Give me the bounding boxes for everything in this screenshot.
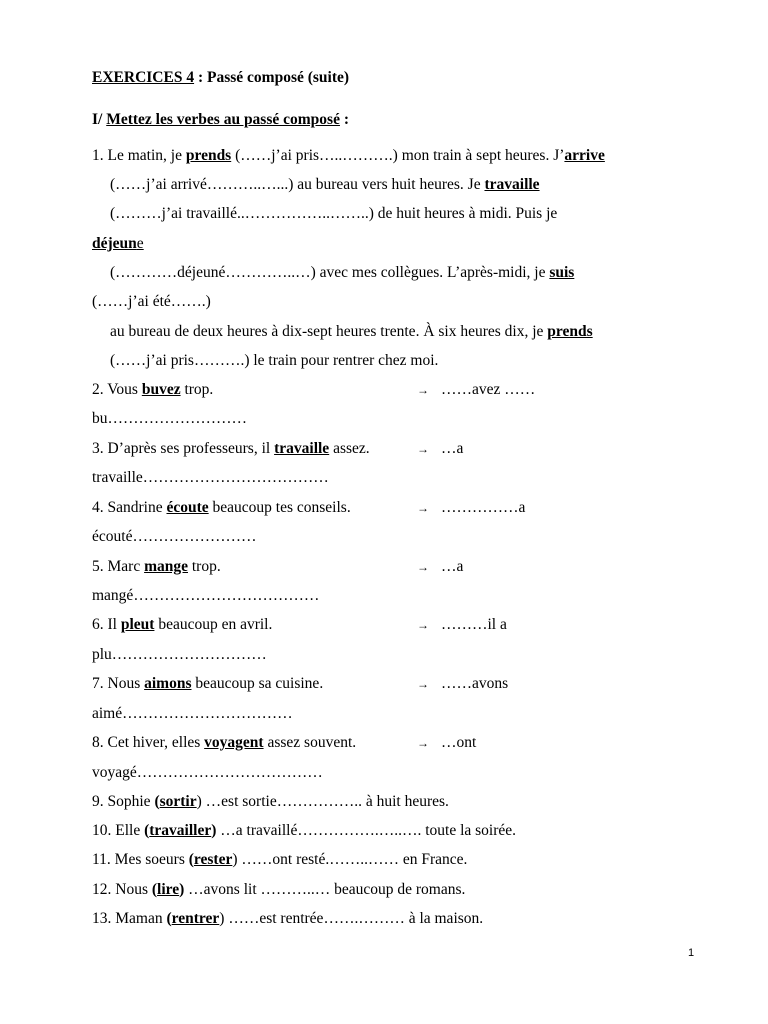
- exercise-item: [92, 439, 370, 459]
- ex1-verb: travaille: [484, 176, 540, 193]
- item-text: ): [219, 910, 225, 927]
- item-text: (: [151, 881, 158, 898]
- arrow-icon: →: [417, 501, 429, 515]
- item-text: 4. Sandrine: [92, 499, 167, 516]
- item-text: assez souvent.: [263, 734, 357, 751]
- item-text: 7. Nous: [92, 675, 145, 692]
- exercise-item: [92, 557, 221, 577]
- item-verb: rentrer: [171, 910, 220, 927]
- answer-text: …a: [441, 440, 464, 457]
- ex1-verb: suis: [549, 264, 575, 281]
- ex1-line-6: [92, 292, 211, 312]
- item-verb: travailler: [149, 822, 212, 839]
- answer-text: ……est rentrée…….……… à la maison.: [224, 910, 484, 927]
- item-verb: travaille: [274, 440, 330, 457]
- item-text: (: [188, 851, 194, 868]
- item-text: trop.: [188, 558, 221, 575]
- ex1-line-2: [110, 175, 540, 195]
- answer-slot: [417, 498, 525, 518]
- answer-text: …ont: [441, 734, 477, 751]
- item-text: (: [154, 793, 160, 810]
- exercise-item: [92, 498, 351, 518]
- answer-continuation: [92, 704, 293, 724]
- item-text: 8. Cet hiver, elles: [92, 734, 205, 751]
- answer-text: écouté……………………: [92, 528, 257, 545]
- answer-text: …avons lit ………..… beaucoup de romans.: [184, 881, 466, 898]
- answer-slot: [417, 674, 508, 694]
- exercise-item: [92, 821, 516, 841]
- title-topic: : Passé composé (suite): [194, 69, 350, 86]
- item-verb: lire: [157, 881, 180, 898]
- exercise-item: [92, 733, 356, 753]
- item-text: ): [179, 881, 185, 898]
- item-text: (: [166, 910, 172, 927]
- answer-text: aimé……………………………: [92, 705, 293, 722]
- section-heading: [92, 111, 349, 129]
- ex1-text: e: [136, 235, 144, 252]
- item-text: ): [232, 851, 238, 868]
- arrow-icon: →: [417, 442, 429, 456]
- item-text: 12. Nous: [92, 881, 152, 898]
- ex1-line-7: [110, 322, 593, 342]
- ex1-text: (…………déjeuné…………..…) avec mes collègues. L’après-midi, je: [110, 264, 550, 281]
- item-verb: mange: [144, 558, 188, 575]
- ex1-text: (……j’ai arrivé………..…...) au bureau vers huit heures. Je: [110, 176, 485, 193]
- answer-text: mangé………………………………: [92, 587, 320, 604]
- answer-text: ……ont resté.……..…… en France.: [237, 851, 468, 868]
- item-verb: buvez: [141, 381, 181, 398]
- exercise-item: [92, 850, 467, 870]
- item-text: 6. Il: [92, 616, 121, 633]
- arrow-icon: →: [417, 677, 429, 691]
- ex1-line-1: [92, 146, 605, 166]
- item-text: beaucoup sa cuisine.: [191, 675, 324, 692]
- exercise-item: [92, 615, 272, 635]
- item-verb: voyagent: [204, 734, 264, 751]
- arrow-icon: →: [417, 383, 429, 397]
- item-text: beaucoup en avril.: [154, 616, 273, 633]
- answer-continuation: [92, 527, 256, 547]
- exercise-item: [92, 880, 465, 900]
- arrow-icon: →: [417, 560, 429, 574]
- page-title: [92, 69, 349, 87]
- item-verb: aimons: [144, 675, 192, 692]
- answer-slot: [417, 615, 507, 635]
- answer-text: …est sortie…………….. à huit heures.: [201, 793, 449, 810]
- exercise-item: [92, 380, 213, 400]
- item-text: (: [144, 822, 150, 839]
- ex1-line-3: [110, 204, 557, 224]
- answer-text: ……avez ……: [441, 381, 536, 398]
- answer-text: voyagé………………………………: [92, 764, 323, 781]
- exercise-item: [92, 909, 483, 929]
- answer-continuation: [92, 468, 329, 488]
- item-verb: pleut: [120, 616, 155, 633]
- item-text: 11. Mes soeurs: [92, 851, 189, 868]
- item-text: ): [211, 822, 217, 839]
- item-text: 2. Vous: [92, 381, 142, 398]
- item-text: beaucoup tes conseils.: [208, 499, 351, 516]
- arrow-icon: →: [417, 736, 429, 750]
- exercise-item: [92, 674, 323, 694]
- answer-continuation: [92, 586, 319, 606]
- answer-continuation: [92, 645, 267, 665]
- answer-text: ……………a: [441, 499, 526, 516]
- ex1-verb: arrive: [564, 147, 605, 164]
- ex1-verb: prends: [547, 323, 593, 340]
- item-text: 10. Elle: [92, 822, 145, 839]
- answer-text: …a: [441, 558, 464, 575]
- ex1-text: (………j’ai travaillé..……………..……..) de huit heures à midi. Puis je: [110, 205, 558, 222]
- answer-slot: [417, 557, 463, 577]
- answer-slot: [417, 733, 476, 753]
- item-text: 3. D’après ses professeurs, il: [92, 440, 275, 457]
- section-prefix: I/: [92, 111, 107, 128]
- page-number: 1: [688, 947, 695, 959]
- ex1-line-4: [92, 234, 144, 254]
- ex1-verb: prends: [185, 147, 232, 164]
- item-verb: sortir: [159, 793, 197, 810]
- answer-text: bu………………………: [92, 410, 247, 427]
- ex1-text: (……j’ai pris……….) le train pour rentrer chez moi.: [110, 352, 439, 369]
- ex1-text: (……j’ai été…….): [92, 293, 211, 310]
- item-verb: écoute: [166, 499, 209, 516]
- section-suffix: :: [339, 111, 349, 128]
- answer-continuation: [92, 409, 247, 429]
- answer-text: travaille………………………………: [92, 469, 329, 486]
- item-text: trop.: [180, 381, 214, 398]
- answer-text: ………il a: [441, 616, 507, 633]
- ex1-text: (……j’ai pris…..……….) mon train à sept heures. J’: [231, 147, 565, 164]
- ex1-text: au bureau de deux heures à dix-sept heures trente. À six heures dix, je: [110, 323, 548, 340]
- ex1-line-8: [110, 351, 438, 371]
- exercise-item: [92, 792, 449, 812]
- item-text: 13. Maman: [92, 910, 167, 927]
- item-verb: rester: [193, 851, 233, 868]
- answer-text: ……avons: [441, 675, 509, 692]
- arrow-icon: →: [417, 618, 429, 632]
- answer-continuation: [92, 763, 323, 783]
- ex1-verb: déjeun: [92, 235, 137, 252]
- answer-slot: [417, 380, 535, 400]
- answer-text: plu…………………………: [92, 646, 267, 663]
- answer-slot: [417, 439, 463, 459]
- answer-text: …a travaillé…………….…..…. toute la soirée.: [216, 822, 517, 839]
- ex1-line-5: [110, 263, 574, 283]
- ex1-text: 1. Le matin, je: [92, 147, 186, 164]
- item-text: 9. Sophie: [92, 793, 155, 810]
- item-text: assez.: [329, 440, 370, 457]
- item-text: 5. Marc: [92, 558, 145, 575]
- section-title: Mettez les verbes au passé composé: [106, 111, 340, 128]
- title-exercise-number: EXERCICES 4: [92, 69, 195, 86]
- item-text: ): [196, 793, 202, 810]
